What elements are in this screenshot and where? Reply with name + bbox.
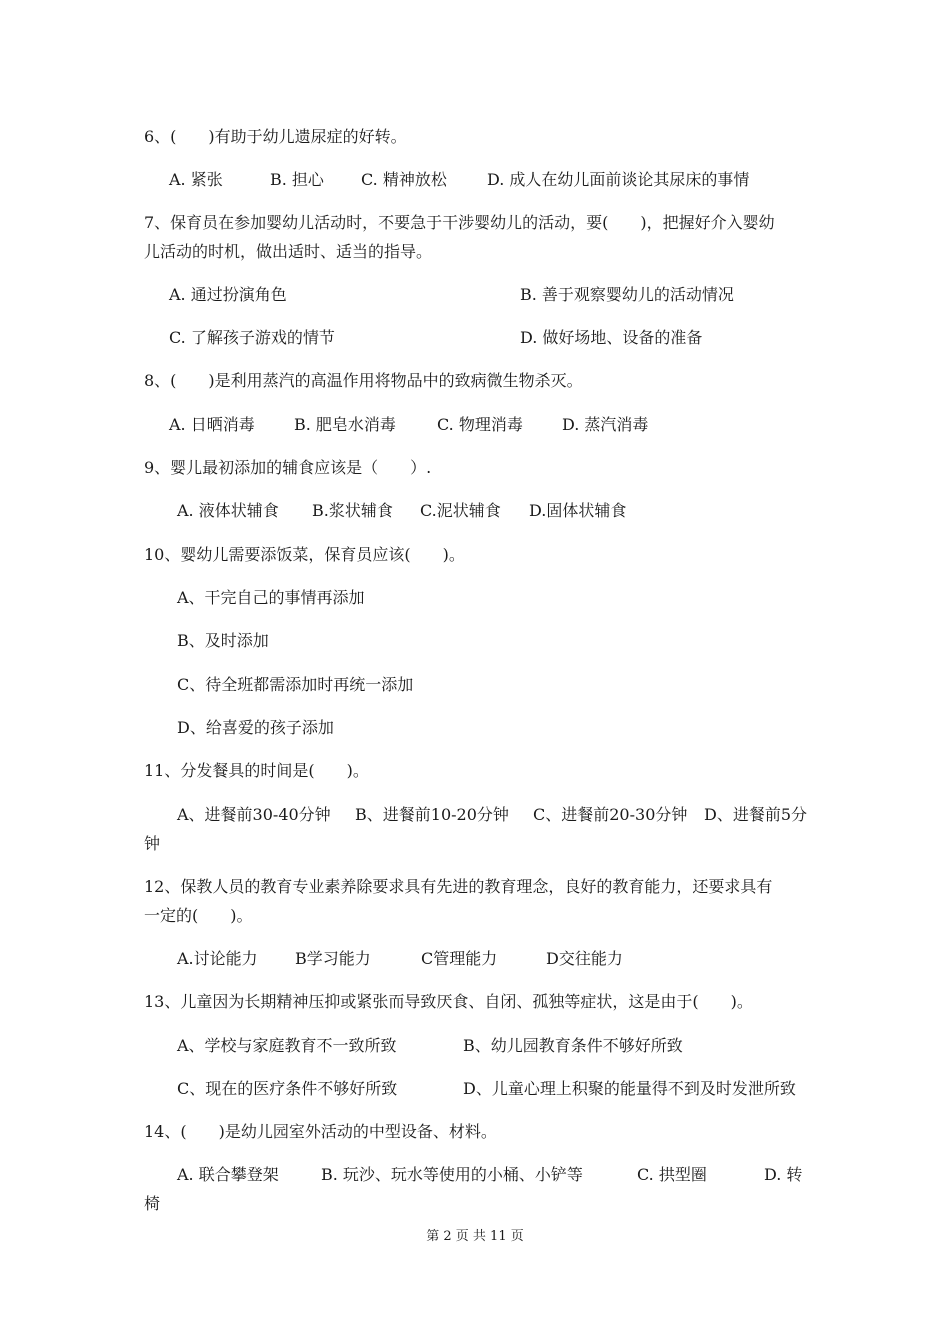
question-13-option-d: D、儿童心理上积聚的能量得不到及时发泄所致 (463, 1079, 796, 1098)
question-6-option-b: B. 担心 (270, 170, 324, 189)
question-7-option-a: A. 通过扮演角色 (169, 285, 287, 304)
question-12-option-c: C管理能力 (421, 949, 498, 968)
question-14-option-d-wrap: 椅 (144, 1194, 161, 1213)
question-7-option-b: B. 善于观察婴幼儿的活动情况 (520, 285, 734, 304)
question-14-option-b: B. 玩沙、玩水等使用的小桶、小铲等 (321, 1165, 583, 1184)
question-14-option-a: A. 联合攀登架 (177, 1165, 279, 1184)
question-11-option-d: D、进餐前5分 (704, 805, 808, 824)
question-10-option-b: B、及时添加 (177, 631, 269, 650)
question-13-option-b: B、幼儿园教育条件不够好所致 (463, 1036, 683, 1055)
question-8-option-d: D. 蒸汽消毒 (562, 415, 649, 434)
question-7-stem-line-2: 儿活动的时机，做出适时、适当的指导。 (144, 242, 433, 261)
question-14-option-c: C. 拱型圈 (637, 1165, 707, 1184)
question-8-option-b: B. 肥皂水消毒 (294, 415, 396, 434)
question-12-option-a: A.讨论能力 (177, 949, 258, 968)
question-13-option-c: C、现在的医疗条件不够好所致 (177, 1079, 398, 1098)
question-11-option-c: C、进餐前20-30分钟 (533, 805, 688, 824)
question-12-option-d: D交往能力 (546, 949, 623, 968)
question-10-stem: 10、婴幼儿需要添饭菜，保育员应该( )。 (144, 545, 465, 564)
question-9-option-d: D.固体状辅食 (529, 501, 627, 520)
question-11-stem: 11、分发餐具的时间是( )。 (144, 761, 369, 780)
question-11-option-b: B、进餐前10-20分钟 (355, 805, 509, 824)
question-6-option-a: A. 紧张 (169, 170, 223, 189)
question-11-option-d-wrap: 钟 (144, 834, 161, 853)
question-8-option-a: A. 日晒消毒 (169, 415, 255, 434)
question-9-option-b: B.浆状辅食 (312, 501, 393, 520)
question-9-option-a: A. 液体状辅食 (177, 501, 279, 520)
question-13-option-a: A、学校与家庭教育不一致所致 (177, 1036, 397, 1055)
question-10-option-d: D、给喜爱的孩子添加 (177, 718, 334, 737)
question-6-stem: 6、( )有助于幼儿遗尿症的好转。 (144, 127, 407, 146)
question-7-option-d: D. 做好场地、设备的准备 (520, 328, 703, 347)
question-9-stem: 9、婴儿最初添加的辅食应该是（ ）. (144, 458, 432, 477)
question-6-option-c: C. 精神放松 (361, 170, 447, 189)
question-8-stem: 8、( )是利用蒸汽的高温作用将物品中的致病微生物杀灭。 (144, 371, 583, 390)
question-6-option-d: D. 成人在幼儿面前谈论其尿床的事情 (487, 170, 750, 189)
question-9-option-c: C.泥状辅食 (420, 501, 501, 520)
question-12-stem-line-1: 12、保教人员的教育专业素养除要求具有先进的教育理念，良好的教育能力，还要求具有 (144, 877, 773, 896)
question-10-option-c: C、待全班都需添加时再统一添加 (177, 675, 414, 694)
question-7-stem-line-1: 7、保育员在参加婴幼儿活动时，不要急于干涉婴幼儿的活动，要( )，把握好介入婴幼 (144, 213, 775, 232)
question-8-option-c: C. 物理消毒 (437, 415, 523, 434)
question-14-option-d: D. 转 (764, 1165, 803, 1184)
question-10-option-a: A、干完自己的事情再添加 (177, 588, 365, 607)
question-12-stem-line-2: 一定的( )。 (144, 906, 253, 925)
question-13-stem: 13、儿童因为长期精神压抑或紧张而导致厌食、自闭、孤独等症状，这是由于( )。 (144, 992, 753, 1011)
page-footer: 第 2 页 共 11 页 (426, 1229, 524, 1244)
question-12-option-b: B学习能力 (295, 949, 371, 968)
question-7-option-c: C. 了解孩子游戏的情节 (169, 328, 335, 347)
question-11-option-a: A、进餐前30-40分钟 (177, 805, 331, 824)
question-14-stem: 14、( )是幼儿园室外活动的中型设备、材料。 (144, 1122, 497, 1141)
